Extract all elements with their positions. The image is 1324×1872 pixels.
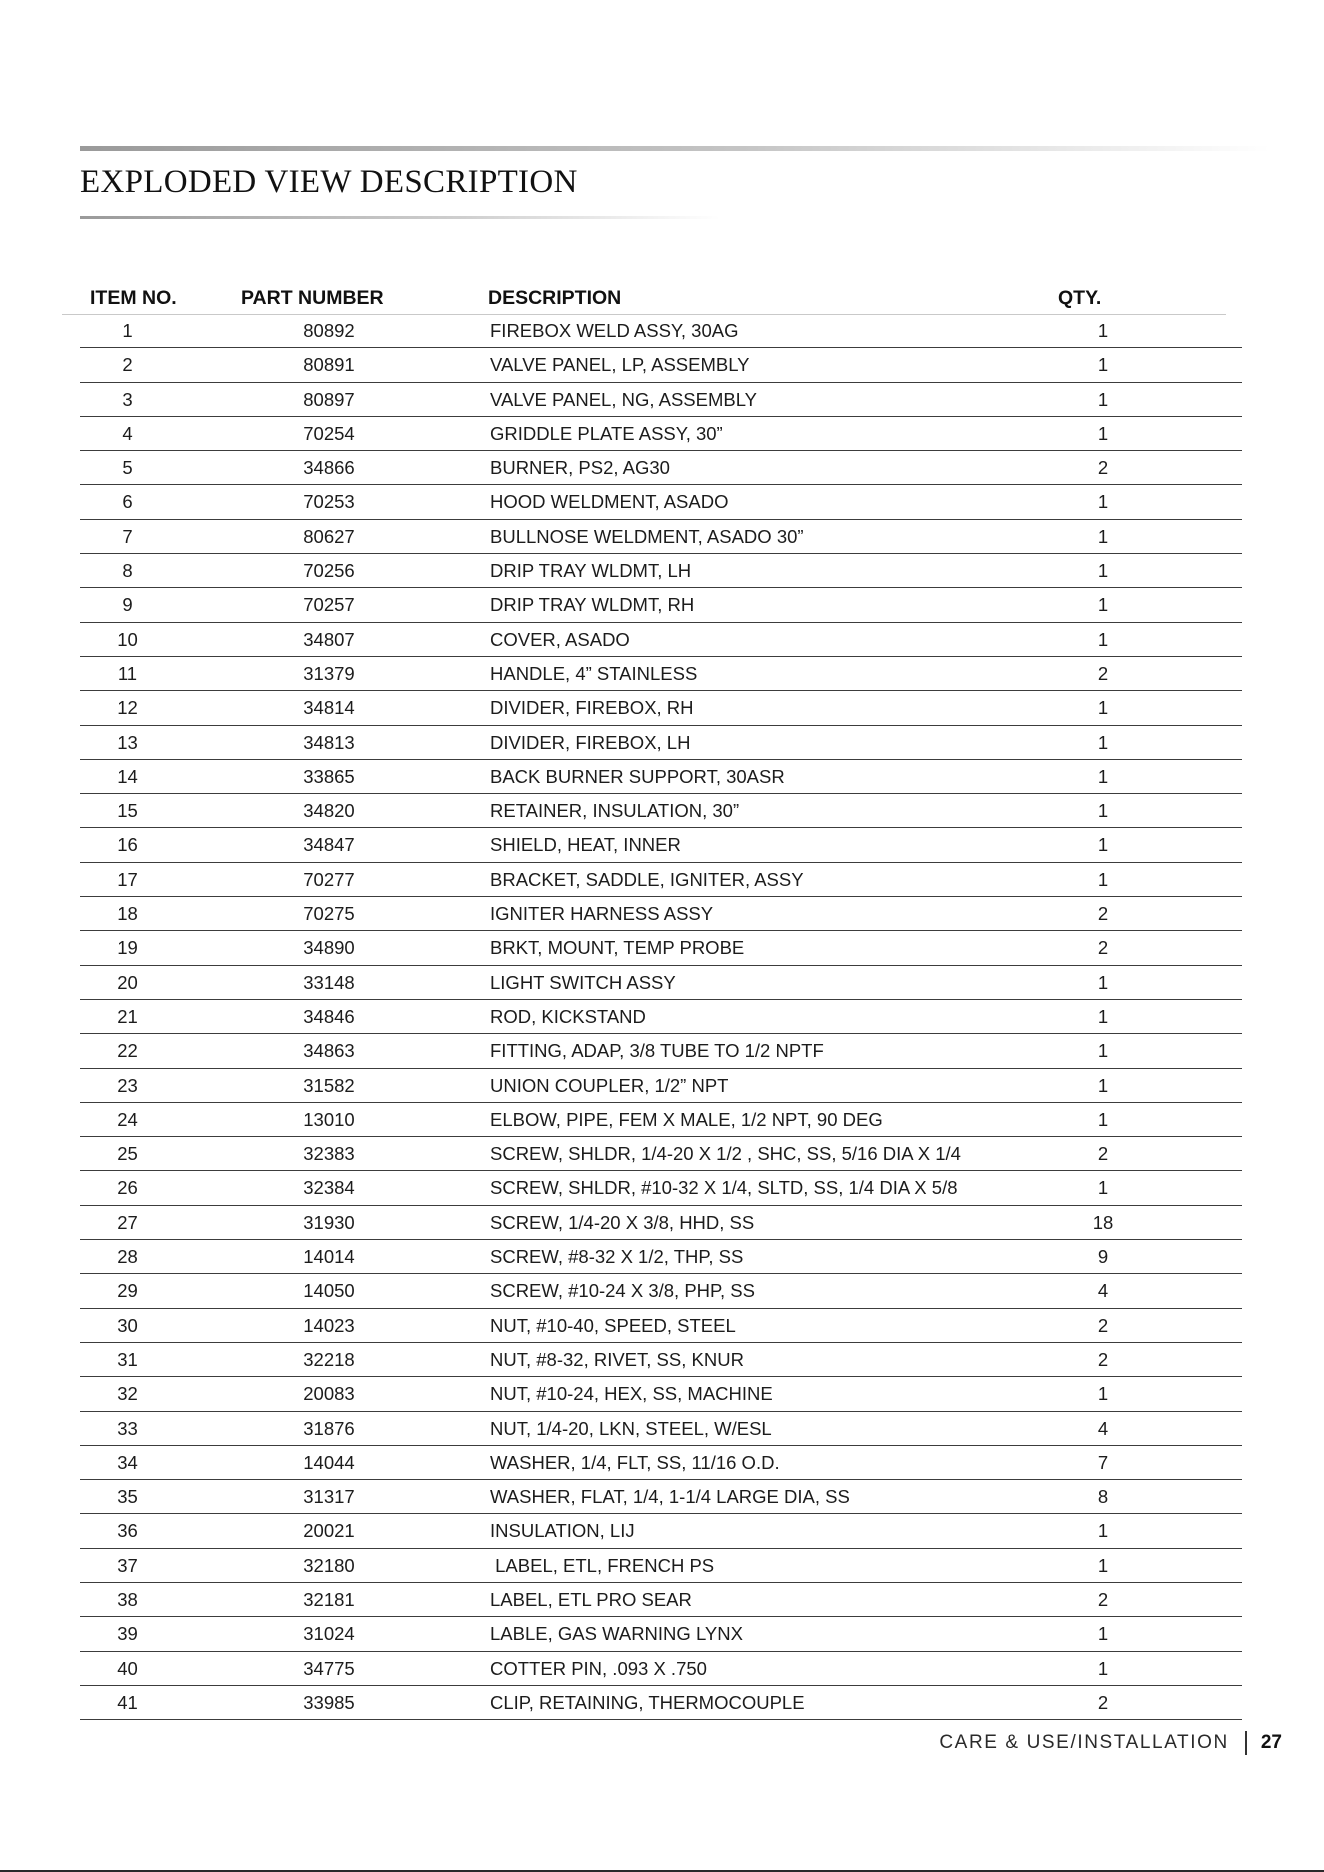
- description-cell: INSULATION, LIJ: [490, 1520, 635, 1542]
- table-row: [80, 761, 1242, 794]
- part-number-cell: 31379: [303, 662, 355, 684]
- qty-cell: 4: [1097, 1417, 1109, 1439]
- qty-cell: 2: [1097, 903, 1109, 925]
- part-number-cell: 33865: [303, 765, 355, 787]
- qty-cell: 1: [1097, 800, 1109, 822]
- description-cell: NUT, #8-32, RIVET, SS, KNUR: [490, 1348, 744, 1370]
- description-cell: DIVIDER, FIREBOX, LH: [490, 731, 691, 753]
- part-number-cell: 80892: [303, 320, 355, 341]
- description-cell: BRACKET, SADDLE, IGNITER, ASSY: [490, 868, 804, 890]
- item-number-cell: 21: [117, 1005, 138, 1027]
- qty-cell: 7: [1097, 1451, 1109, 1473]
- description-cell: FITTING, ADAP, 3/8 TUBE TO 1/2 NPTF: [490, 1040, 824, 1062]
- table-row: [80, 1070, 1242, 1103]
- item-number-cell: 22: [117, 1040, 138, 1062]
- table-row: [80, 1378, 1242, 1411]
- table-row: [80, 486, 1242, 519]
- part-number-cell: 14050: [303, 1280, 355, 1302]
- part-number-cell: 32180: [303, 1554, 355, 1576]
- part-number-cell: 20021: [303, 1520, 355, 1542]
- table-row: [80, 1618, 1242, 1651]
- part-number-cell: 34866: [303, 457, 355, 479]
- table-row: [80, 1035, 1242, 1068]
- qty-cell: 1: [1097, 1108, 1109, 1130]
- footer-divider: [1245, 1731, 1247, 1755]
- table-row: [80, 1001, 1242, 1034]
- part-number-cell: 20083: [303, 1383, 355, 1405]
- item-number-cell: 34: [117, 1451, 138, 1473]
- description-cell: WASHER, 1/4, FLT, SS, 11/16 O.D.: [490, 1451, 780, 1473]
- item-number-cell: 25: [117, 1143, 138, 1165]
- item-number-cell: 26: [117, 1177, 138, 1199]
- description-cell: CLIP, RETAINING, THERMOCOUPLE: [490, 1691, 805, 1713]
- qty-cell: 1: [1097, 422, 1109, 444]
- table-row: [80, 864, 1242, 897]
- table-row: [80, 1550, 1242, 1583]
- part-number-cell: 80627: [303, 525, 355, 547]
- table-row: [80, 932, 1242, 965]
- column-header-qty: QTY.: [1058, 287, 1102, 309]
- description-cell: BRKT, MOUNT, TEMP PROBE: [490, 937, 745, 959]
- qty-cell: 1: [1097, 697, 1109, 719]
- qty-cell: 2: [1097, 937, 1109, 959]
- qty-cell: 1: [1097, 525, 1109, 547]
- qty-cell: 1: [1097, 1074, 1109, 1096]
- item-number-cell: 36: [117, 1520, 138, 1542]
- description-cell: SCREW, SHLDR, #10-32 X 1/4, SLTD, SS, 1/4 DIA X 5/8: [490, 1177, 958, 1199]
- item-number-cell: 37: [117, 1554, 138, 1576]
- description-cell: NUT, #10-40, SPEED, STEEL: [490, 1314, 736, 1336]
- qty-cell: 1: [1097, 1177, 1109, 1199]
- part-number-cell: 80891: [303, 354, 355, 376]
- description-cell: DRIP TRAY WLDMT, LH: [490, 560, 692, 582]
- item-number-cell: 24: [117, 1108, 138, 1130]
- qty-cell: 18: [1092, 1211, 1114, 1233]
- table-row: [80, 1447, 1242, 1480]
- table-row: [80, 658, 1242, 691]
- qty-cell: 2: [1097, 457, 1109, 479]
- table-row: [80, 795, 1242, 828]
- item-number-cell: 38: [117, 1588, 138, 1610]
- column-header-description: DESCRIPTION: [488, 287, 622, 309]
- table-row: [80, 384, 1242, 417]
- item-number-cell: 14: [117, 765, 138, 787]
- item-number-cell: 8: [122, 560, 133, 582]
- description-cell: SCREW, #8-32 X 1/2, THP, SS: [490, 1246, 744, 1268]
- description-cell: ROD, KICKSTAND: [490, 1005, 646, 1027]
- part-number-cell: 34846: [303, 1005, 355, 1027]
- description-cell: COTTER PIN, .093 X .750: [490, 1657, 707, 1679]
- part-number-cell: 32218: [303, 1348, 355, 1370]
- part-number-cell: 34863: [303, 1040, 355, 1062]
- description-cell: LABLE, GAS WARNING LYNX: [490, 1623, 743, 1645]
- description-cell: NUT, #10-24, HEX, SS, MACHINE: [490, 1383, 773, 1405]
- item-number-cell: 39: [117, 1623, 138, 1645]
- qty-cell: 2: [1097, 662, 1109, 684]
- qty-cell: 1: [1097, 491, 1109, 513]
- qty-cell: 1: [1097, 1554, 1109, 1576]
- part-number-cell: 70275: [303, 903, 355, 925]
- table-row: [80, 315, 1242, 348]
- description-cell: COVER, ASADO: [490, 628, 630, 650]
- table-row: [80, 692, 1242, 725]
- part-number-cell: 31930: [303, 1211, 355, 1233]
- part-number-cell: 32383: [303, 1143, 355, 1165]
- qty-cell: 1: [1097, 1520, 1109, 1542]
- description-cell: DIVIDER, FIREBOX, RH: [490, 697, 694, 719]
- part-number-cell: 32181: [303, 1588, 355, 1610]
- item-number-cell: 13: [117, 731, 138, 753]
- qty-cell: 4: [1097, 1280, 1109, 1302]
- description-cell: BURNER, PS2, AG30: [490, 457, 670, 479]
- table-row: [80, 727, 1242, 760]
- part-number-cell: 31876: [303, 1417, 355, 1439]
- header-rule: [80, 146, 1270, 151]
- item-number-cell: 9: [122, 594, 133, 616]
- description-cell: IGNITER HARNESS ASSY: [490, 903, 714, 925]
- parts-table-body: [80, 315, 1242, 1721]
- item-number-cell: 18: [117, 903, 138, 925]
- qty-cell: 2: [1097, 1143, 1109, 1165]
- qty-cell: 2: [1097, 1314, 1109, 1336]
- page-number: 27: [1260, 1732, 1282, 1753]
- qty-cell: 2: [1097, 1348, 1109, 1370]
- description-cell: ELBOW, PIPE, FEM X MALE, 1/2 NPT, 90 DEG: [490, 1108, 883, 1130]
- column-header-item-no: ITEM NO.: [90, 287, 177, 309]
- description-cell: SCREW, 1/4-20 X 3/8, HHD, SS: [490, 1211, 755, 1233]
- part-number-cell: 14014: [303, 1246, 355, 1268]
- qty-cell: 1: [1097, 731, 1109, 753]
- part-number-cell: 31582: [303, 1074, 355, 1096]
- description-cell: LABEL, ETL PRO SEAR: [490, 1588, 692, 1610]
- item-number-cell: 7: [122, 525, 133, 547]
- part-number-cell: 33148: [303, 971, 355, 993]
- parts-table-header: [62, 284, 1226, 315]
- table-row: [80, 1515, 1242, 1548]
- part-number-cell: 70253: [303, 491, 355, 513]
- description-cell: SCREW, #10-24 X 3/8, PHP, SS: [490, 1280, 755, 1302]
- part-number-cell: 33985: [303, 1691, 355, 1713]
- item-number-cell: 27: [117, 1211, 138, 1233]
- description-cell: HOOD WELDMENT, ASADO: [490, 491, 729, 513]
- qty-cell: 1: [1097, 560, 1109, 582]
- item-number-cell: 23: [117, 1074, 138, 1096]
- part-number-cell: 14044: [303, 1451, 355, 1473]
- table-row: [80, 1310, 1242, 1343]
- part-number-cell: 70257: [303, 594, 355, 616]
- description-cell: SHIELD, HEAT, INNER: [490, 834, 681, 856]
- description-cell: SCREW, SHLDR, 1/4-20 X 1/2 , SHC, SS, 5/16 DIA X 1/4: [490, 1143, 961, 1165]
- table-row: [80, 1241, 1242, 1274]
- qty-cell: 1: [1097, 354, 1109, 376]
- qty-cell: 1: [1097, 834, 1109, 856]
- qty-cell: 1: [1097, 1005, 1109, 1027]
- item-number-cell: 20: [117, 971, 138, 993]
- description-cell: VALVE PANEL, NG, ASSEMBLY: [490, 388, 757, 410]
- item-number-cell: 1: [122, 320, 133, 341]
- qty-cell: 1: [1097, 1623, 1109, 1645]
- qty-cell: 9: [1097, 1246, 1109, 1268]
- qty-cell: 1: [1097, 628, 1109, 650]
- description-cell: RETAINER, INSULATION, 30”: [490, 800, 740, 822]
- part-number-cell: 34813: [303, 731, 355, 753]
- table-row: [80, 898, 1242, 931]
- table-row: [80, 418, 1242, 451]
- part-number-cell: 13010: [303, 1108, 355, 1130]
- table-row: [80, 1584, 1242, 1617]
- item-number-cell: 17: [117, 868, 138, 890]
- table-row: [80, 1413, 1242, 1446]
- table-row: [80, 1275, 1242, 1308]
- table-row: [80, 555, 1242, 588]
- description-cell: BACK BURNER SUPPORT, 30ASR: [490, 765, 785, 787]
- table-row: [80, 1172, 1242, 1205]
- item-number-cell: 41: [117, 1691, 138, 1713]
- item-number-cell: 35: [117, 1486, 138, 1508]
- title-underline: [80, 216, 720, 219]
- description-cell: WASHER, FLAT, 1/4, 1-1/4 LARGE DIA, SS: [490, 1486, 850, 1508]
- description-cell: GRIDDLE PLATE ASSY, 30”: [490, 422, 723, 444]
- table-row: [80, 624, 1242, 657]
- qty-cell: 1: [1097, 388, 1109, 410]
- part-number-cell: 70254: [303, 422, 355, 444]
- qty-cell: 1: [1097, 1383, 1109, 1405]
- table-row: [80, 1481, 1242, 1514]
- part-number-cell: 34814: [303, 697, 355, 719]
- description-cell: FIREBOX WELD ASSY, 30AG: [490, 320, 739, 341]
- page-footer: [939, 1731, 1282, 1755]
- part-number-cell: 34775: [303, 1657, 355, 1679]
- item-number-cell: 16: [117, 834, 138, 856]
- qty-cell: 2: [1097, 1691, 1109, 1713]
- part-number-cell: 34890: [303, 937, 355, 959]
- table-row: [80, 1344, 1242, 1377]
- qty-cell: 1: [1097, 1040, 1109, 1062]
- description-cell: HANDLE, 4” STAINLESS: [490, 662, 698, 684]
- page-title: EXPLODED VIEW DESCRIPTION: [80, 164, 578, 200]
- item-number-cell: 32: [117, 1383, 138, 1405]
- table-row: [80, 967, 1242, 1000]
- footer-section-label: CARE & USE/INSTALLATION: [939, 1732, 1229, 1753]
- item-number-cell: 4: [122, 422, 133, 444]
- qty-cell: 2: [1097, 1588, 1109, 1610]
- table-row: [80, 1207, 1242, 1240]
- qty-cell: 1: [1097, 971, 1109, 993]
- item-number-cell: 40: [117, 1657, 138, 1679]
- item-number-cell: 30: [117, 1314, 138, 1336]
- item-number-cell: 33: [117, 1417, 138, 1439]
- qty-cell: 1: [1097, 765, 1109, 787]
- part-number-cell: 34820: [303, 800, 355, 822]
- table-row: [80, 349, 1242, 382]
- item-number-cell: 29: [117, 1280, 138, 1302]
- item-number-cell: 5: [122, 457, 133, 479]
- part-number-cell: 14023: [303, 1314, 355, 1336]
- description-cell: VALVE PANEL, LP, ASSEMBLY: [490, 354, 750, 376]
- item-number-cell: 11: [117, 662, 138, 684]
- part-number-cell: 32384: [303, 1177, 355, 1199]
- table-row: [80, 1138, 1242, 1171]
- qty-cell: 1: [1097, 868, 1109, 890]
- item-number-cell: 28: [117, 1246, 138, 1268]
- qty-cell: 1: [1097, 1657, 1109, 1679]
- table-row: [80, 521, 1242, 554]
- part-number-cell: 70277: [303, 868, 355, 890]
- description-cell: DRIP TRAY WLDMT, RH: [490, 594, 695, 616]
- table-row: [80, 829, 1242, 862]
- table-row: [80, 452, 1242, 485]
- item-number-cell: 12: [117, 697, 138, 719]
- item-number-cell: 10: [117, 628, 138, 650]
- item-number-cell: 31: [117, 1348, 138, 1370]
- qty-cell: 8: [1097, 1486, 1109, 1508]
- description-cell: UNION COUPLER, 1/2” NPT: [490, 1074, 729, 1096]
- item-number-cell: 3: [122, 388, 133, 410]
- part-number-cell: 70256: [303, 560, 355, 582]
- description-cell: NUT, 1/4-20, LKN, STEEL, W/ESL: [490, 1417, 772, 1439]
- table-row: [80, 1653, 1242, 1686]
- table-row: [80, 589, 1242, 622]
- column-header-part-number: PART NUMBER: [241, 287, 384, 309]
- part-number-cell: 31317: [303, 1486, 355, 1508]
- qty-cell: 1: [1097, 594, 1109, 616]
- description-cell: BULLNOSE WELDMENT, ASADO 30”: [490, 525, 804, 547]
- item-number-cell: 19: [117, 937, 138, 959]
- item-number-cell: 6: [122, 491, 133, 513]
- part-number-cell: 31024: [303, 1623, 355, 1645]
- part-number-cell: 34847: [303, 834, 355, 856]
- item-number-cell: 15: [117, 800, 138, 822]
- part-number-cell: 34807: [303, 628, 355, 650]
- description-cell: LABEL, ETL, FRENCH PS: [490, 1554, 715, 1576]
- part-number-cell: 80897: [303, 388, 355, 410]
- item-number-cell: 2: [122, 354, 133, 376]
- description-cell: LIGHT SWITCH ASSY: [490, 971, 676, 993]
- table-row: [80, 1104, 1242, 1137]
- table-row: [80, 1687, 1242, 1720]
- qty-cell: 1: [1097, 320, 1109, 341]
